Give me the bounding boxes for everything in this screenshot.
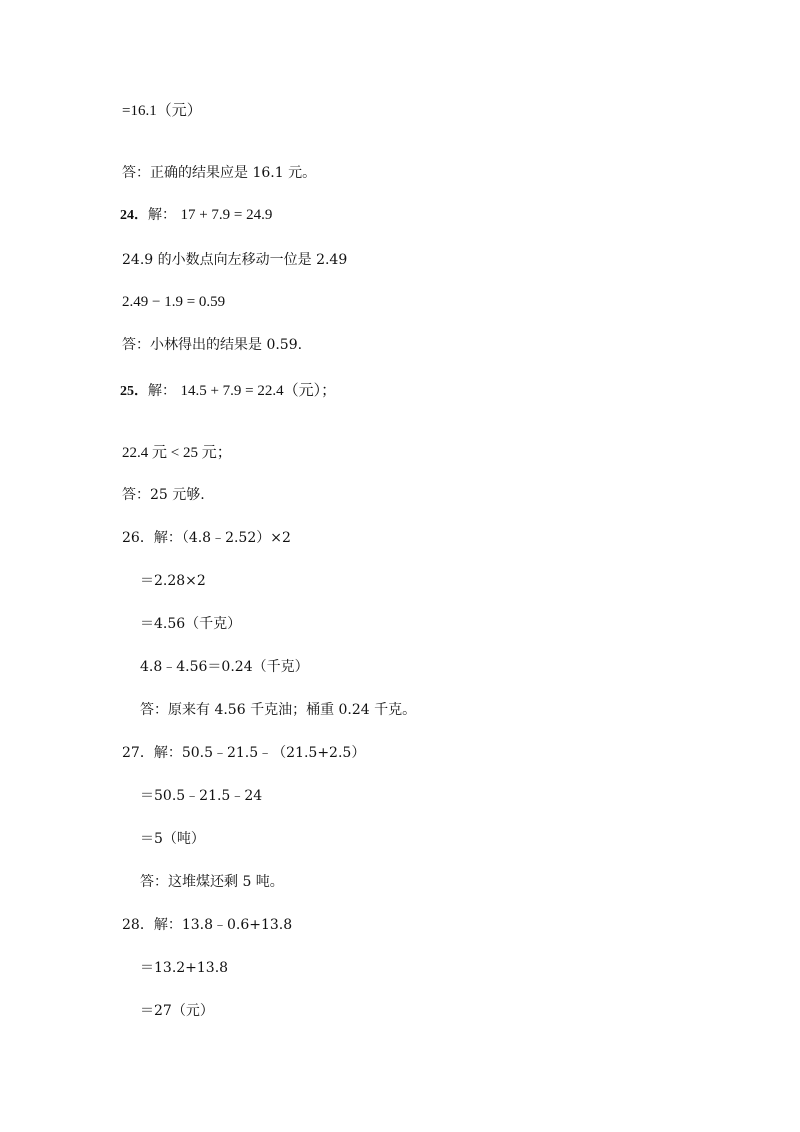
- solution-label: 解：: [148, 383, 176, 399]
- line-q26-step2: ＝4.56（千克）: [140, 616, 242, 632]
- equation: 14.5 + 7.9 = 22.4（元）；: [180, 383, 337, 399]
- line-answer-25: 答：25 元够.: [122, 487, 205, 503]
- line-answer-26: 答：原来有 4.56 千克油；桶重 0.24 千克。: [140, 702, 417, 718]
- line-q27-step2: ＝5（吨）: [140, 831, 205, 847]
- line-q27-step1: ＝50.5﹣21.5﹣24: [140, 788, 263, 804]
- line-q25-solution: [120, 382, 336, 401]
- line-answer-24: 答：小林得出的结果是 0.59.: [122, 337, 303, 353]
- line-q28-step2: ＝27（元）: [140, 1003, 214, 1019]
- line-16-1-result: =16.1（元）: [122, 103, 202, 119]
- equation: 17 + 7.9 = 24.9: [180, 207, 273, 223]
- line-q27-solution: 27．解：50.5﹣21.5﹣（21.5+2.5）: [122, 745, 366, 761]
- line-subtraction: 2.49 − 1.9 = 0.59: [122, 294, 226, 310]
- line-q26-step1: ＝2.28×2: [140, 573, 206, 589]
- line-q26-solution: 26．解：（4.8﹣2.52）×2: [122, 530, 291, 546]
- line-q24-solution: [120, 206, 272, 225]
- line-q26-step3: 4.8﹣4.56＝0.24（千克）: [140, 659, 309, 675]
- line-answer-23: 答：正确的结果应是 16.1 元。: [122, 165, 317, 181]
- line-answer-27: 答：这堆煤还剩 5 吨。: [140, 874, 284, 890]
- line-q28-step1: ＝13.2+13.8: [140, 960, 229, 976]
- question-number: 24．: [120, 208, 148, 223]
- line-q28-solution: 28．解：13.8﹣0.6+13.8: [122, 917, 293, 933]
- line-decimal-shift: 24.9 的小数点向左移动一位是 2.49: [122, 252, 348, 268]
- line-comparison: 22.4 元 < 25 元；: [122, 445, 232, 461]
- solution-label: 解：: [148, 207, 176, 223]
- question-number: 25．: [120, 384, 148, 399]
